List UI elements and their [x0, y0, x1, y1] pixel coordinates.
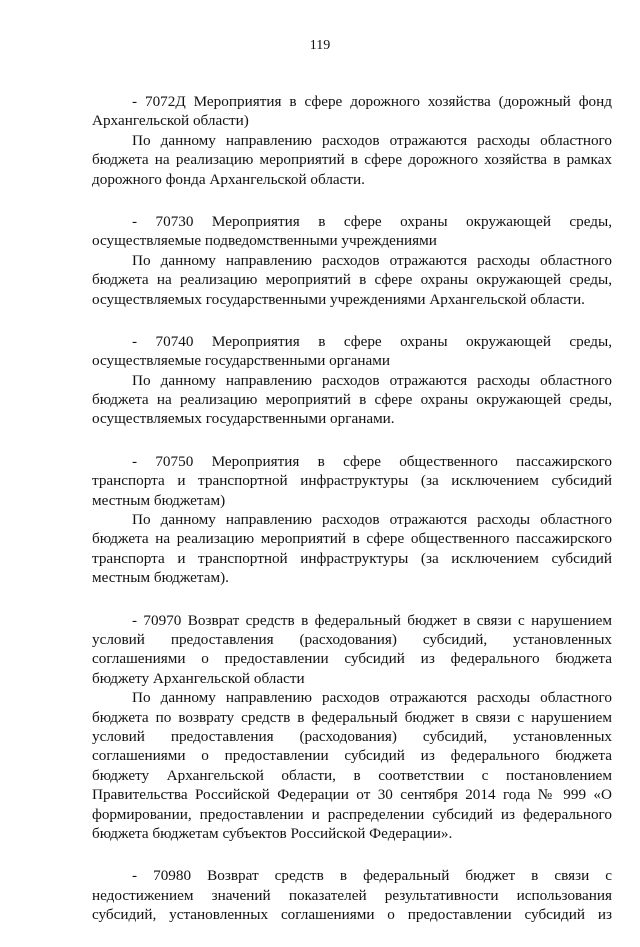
text-line: Архангельской области) [92, 112, 249, 130]
text-line: По данному направлению расходов отражаются расходы областного [132, 689, 612, 707]
text-line: бюджета на реализацию мероприятий в сфере охраны окружающей среды, [92, 391, 612, 409]
text-line: бюджета по возврату средств в федеральный бюджет в связи с нарушением [92, 708, 612, 726]
text-line: - 70980 Возврат средств в федеральный бюджет в связи с [132, 867, 612, 885]
text-line: соглашениями о предоставлении субсидий из федерального бюджета [92, 650, 612, 668]
text-line: - 70740 Мероприятия в сфере охраны окружающей среды, [132, 332, 612, 350]
text-line: местным бюджетам) [92, 491, 226, 509]
text-line: осуществляемые государственными органами [92, 352, 390, 370]
page-number: 119 [309, 38, 331, 53]
text-line: Правительства Российской Федерации от 30 сентября 2014 года № 999 «О [92, 786, 612, 804]
text-line: осуществляемых государственными учреждениями Архангельской области. [92, 290, 585, 308]
text-line: По данному направлению расходов отражаются расходы областного [132, 251, 612, 269]
document-body [92, 92, 612, 947]
budget-section [92, 452, 612, 588]
text-line: осуществляемых государственными органами. [92, 410, 395, 428]
text-line: недостижением значений показателей результативности использования [92, 886, 612, 904]
budget-section [92, 611, 612, 844]
text-line: условий предоставления (расходования) субсидий, установленных [92, 727, 612, 745]
text-line: формировании, предоставлении и распределении субсидий из федерального [92, 805, 612, 823]
text-line: осуществляемые подведомственными учреждениями [92, 232, 437, 250]
text-line: бюджета на реализацию мероприятий в сфере охраны окружающей среды, [92, 271, 612, 289]
text-line: бюджета бюджетам субъектов Российской Федерации». [92, 824, 453, 842]
text-line: По данному направлению расходов отражаются расходы областного [132, 131, 612, 149]
text-line: - 70730 Мероприятия в сфере охраны окружающей среды, [132, 212, 612, 230]
text-line: - 70970 Возврат средств в федеральный бюджет в связи с нарушением [132, 611, 612, 629]
text-line: - 7072Д Мероприятия в сфере дорожного хозяйства (дорожный фонд [132, 93, 612, 110]
budget-section [92, 92, 612, 189]
text-line: транспорта и транспортной инфраструктуры (за исключением субсидий [92, 549, 612, 567]
text-line: - 70750 Мероприятия в сфере общественного пассажирского [132, 452, 612, 470]
text-line: местным бюджетам). [92, 569, 229, 587]
text-line: По данному направлению расходов отражаются расходы областного [132, 511, 612, 529]
text-line: бюджету Архангельской области, в соответствии с постановлением [92, 766, 612, 784]
budget-section [92, 212, 612, 309]
text-line: субсидий, установленных соглашениями о предоставлении субсидий из [92, 906, 612, 924]
text-line: По данному направлению расходов отражаются расходы областного [132, 371, 612, 389]
text-line: бюджета на реализацию мероприятий в сфере общественного пассажирского [92, 530, 612, 548]
text-line: соглашениями о предоставлении субсидий из федерального бюджета [92, 747, 612, 765]
budget-section [92, 332, 612, 429]
text-line: дорожного фонда Архангельской области. [92, 170, 365, 188]
budget-section [92, 866, 612, 924]
text-line: бюджету Архангельской области [92, 669, 305, 687]
text-line: транспорта и транспортной инфраструктуры (за исключением субсидий [92, 472, 612, 490]
text-line: бюджета на реализацию мероприятий в сфере дорожного хозяйства в рамках [92, 151, 612, 169]
text-line: условий предоставления (расходования) субсидий, установленных [92, 630, 612, 648]
